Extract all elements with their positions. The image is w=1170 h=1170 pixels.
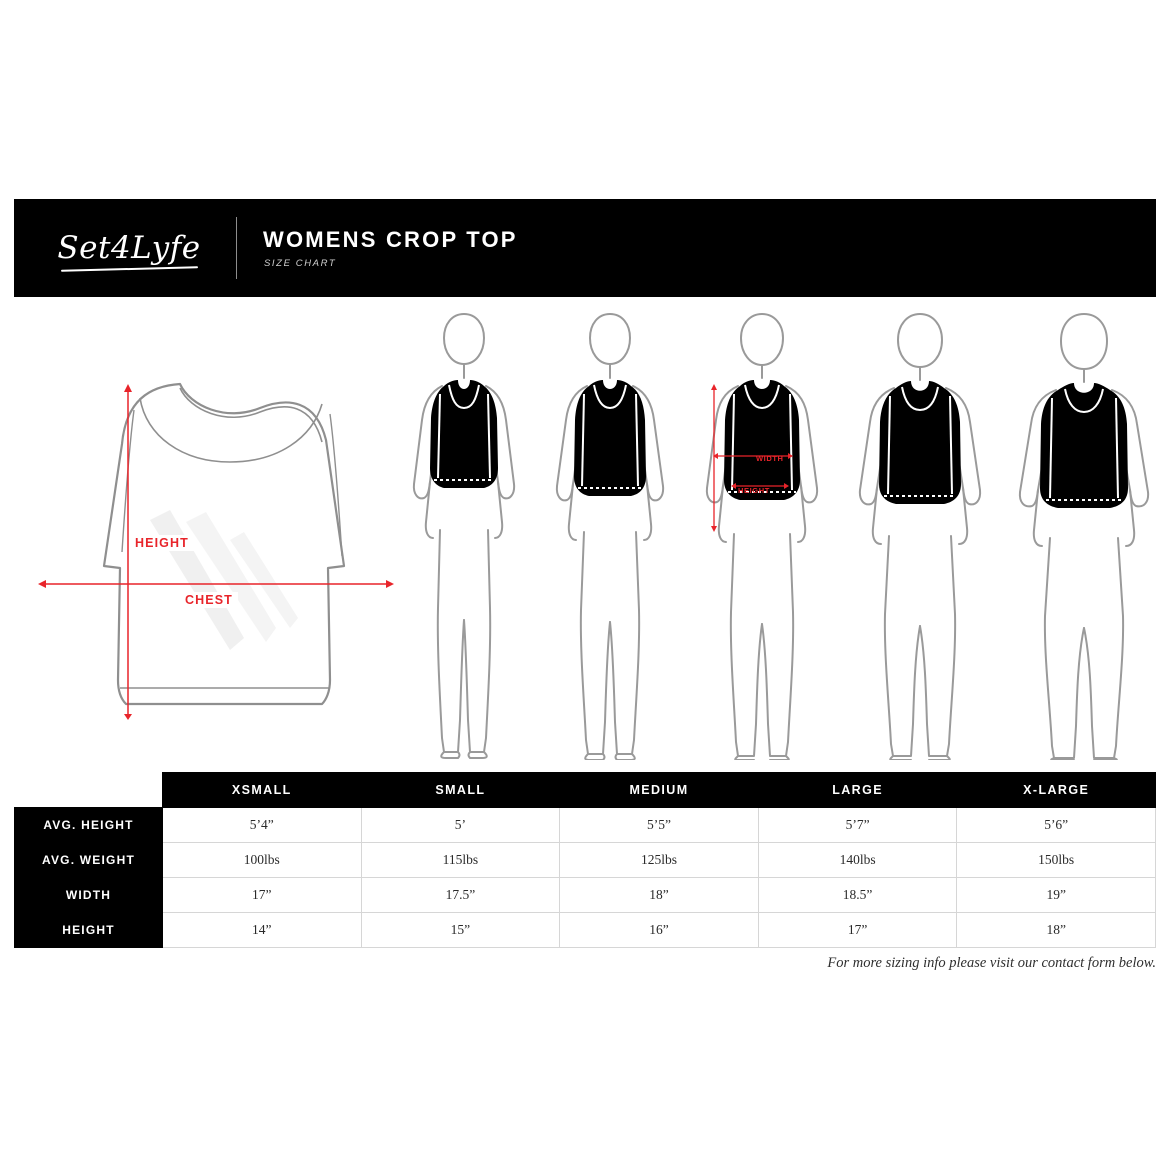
cell-width-xsmall: 17” (163, 878, 362, 913)
size-table (14, 772, 1156, 948)
table-header-row (15, 773, 1156, 808)
cell-avg-height-small: 5’ (361, 808, 560, 843)
header-bar (14, 199, 1156, 297)
row-header-width: WIDTH (15, 878, 163, 913)
figure-height-label: HEIGHT (738, 486, 770, 495)
cell-height-xlarge: 18” (957, 913, 1156, 948)
brand-logo (14, 230, 236, 266)
cell-avg-height-xsmall: 5’4” (163, 808, 362, 843)
garment-height-label: HEIGHT (130, 535, 194, 551)
garment-chest-label: CHEST (180, 592, 238, 608)
body-silhouette-icon (847, 308, 993, 760)
table-row (15, 808, 1156, 843)
column-header-small: SMALL (361, 773, 560, 808)
cell-height-xsmall: 14” (163, 913, 362, 948)
footnote-text: For more sizing info please visit our contact form below. (827, 955, 1156, 971)
figure-width-label: WIDTH (756, 454, 784, 463)
table-row (15, 878, 1156, 913)
cell-avg-height-medium: 5’5” (560, 808, 759, 843)
table-corner-cell (15, 773, 163, 808)
body-silhouette-icon (1008, 308, 1160, 760)
column-header-xsmall: XSMALL (163, 773, 362, 808)
cell-height-medium: 16” (560, 913, 759, 948)
figure-medium (692, 308, 832, 765)
logo-swash-icon (61, 266, 198, 272)
cell-avg-weight-xlarge: 150lbs (957, 843, 1156, 878)
figure-row (400, 305, 1160, 765)
cell-avg-weight-xsmall: 100lbs (163, 843, 362, 878)
column-header-medium: MEDIUM (560, 773, 759, 808)
cell-height-large: 17” (758, 913, 957, 948)
header-titles (263, 227, 518, 269)
page-title: WOMENS CROP TOP (263, 227, 518, 252)
column-header-large: LARGE (758, 773, 957, 808)
page-subtitle: SIZE CHART (264, 258, 337, 269)
cell-height-small: 15” (361, 913, 560, 948)
row-header-avg-weight: AVG. WEIGHT (15, 843, 163, 878)
row-header-avg-height: AVG. HEIGHT (15, 808, 163, 843)
body-silhouette-icon (692, 308, 832, 760)
garment-diagram (30, 370, 410, 720)
cell-avg-weight-medium: 125lbs (560, 843, 759, 878)
cell-avg-weight-small: 115lbs (361, 843, 560, 878)
cell-width-large: 18.5” (758, 878, 957, 913)
cell-avg-height-xlarge: 5’6” (957, 808, 1156, 843)
size-table-wrapper (14, 772, 1156, 948)
cell-width-small: 17.5” (361, 878, 560, 913)
body-silhouette-icon (543, 308, 677, 760)
garment-illustration (30, 370, 410, 720)
figure-xlarge (1008, 308, 1160, 765)
figure-large (847, 308, 993, 765)
header-divider (236, 217, 237, 279)
column-header-xlarge: X-LARGE (957, 773, 1156, 808)
cell-width-xlarge: 19” (957, 878, 1156, 913)
body-silhouette-icon (400, 308, 528, 760)
cell-width-medium: 18” (560, 878, 759, 913)
brand-logo-text: Set4Lyfe (57, 230, 200, 266)
table-row (15, 913, 1156, 948)
cell-avg-weight-large: 140lbs (758, 843, 957, 878)
figure-small (543, 308, 677, 765)
table-row (15, 843, 1156, 878)
figure-xsmall (400, 308, 528, 765)
cell-avg-height-large: 5’7” (758, 808, 957, 843)
row-header-height: HEIGHT (15, 913, 163, 948)
